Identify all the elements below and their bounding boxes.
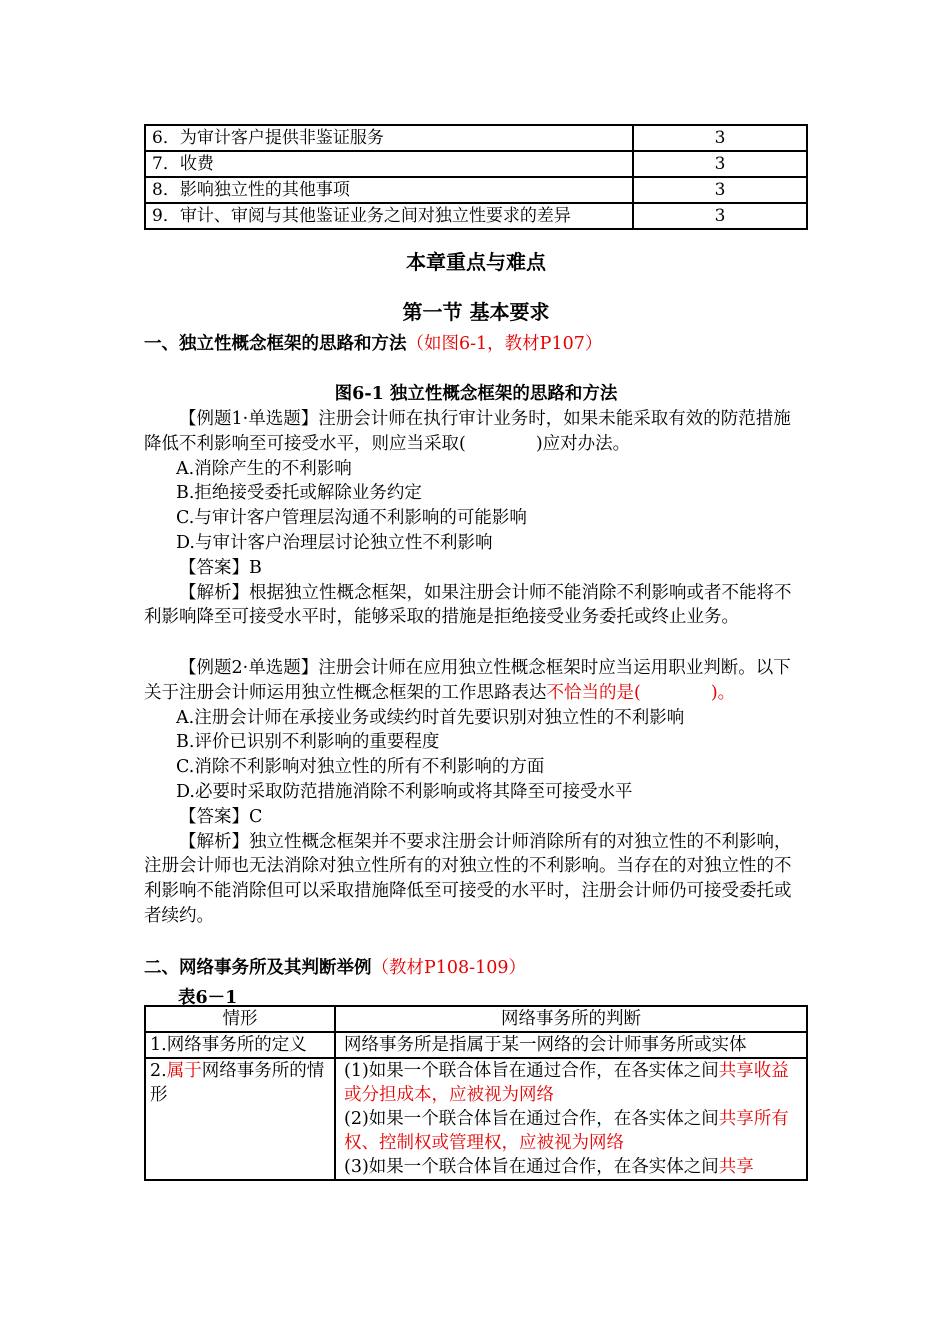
stem-text-end: )应对办法。 bbox=[535, 433, 631, 454]
heading-text: 二、网络事务所及其判断举例 bbox=[144, 958, 372, 978]
item-highlight: 共享收益或分担成本，应被视为网络 bbox=[344, 1061, 789, 1105]
chapter-title: 本章重点与难点 bbox=[406, 250, 546, 274]
table-cell: 3 bbox=[633, 125, 807, 151]
analysis: 【解析】根据独立性概念框架，如果注册会计师不能消除不利影响或者不能将不利影响降至可接受水平时，能够采取的措施是拒绝接受业务委托或终止业务。 bbox=[144, 582, 792, 628]
table-row bbox=[145, 203, 807, 229]
header-cell: 情形 bbox=[145, 1006, 335, 1032]
table-cell: 3 bbox=[633, 177, 807, 203]
item-highlight: 共享所有权、控制权或管理权，应被视为网络 bbox=[344, 1109, 789, 1153]
option-d: D.必要时采取防范措施消除不利影响或将其降至可接受水平 bbox=[176, 781, 633, 802]
analysis: 【解析】独立性概念框架并不要求注册会计师消除所有的对独立性的不利影响，注册会计师也无法消除对独立性所有的对独立性的不利影响。当存在的对独立性的不利影响不能消除但可以采取措施降低至可接受的水平时，注册会计师仍可接受委托或者续约。 bbox=[144, 831, 792, 926]
example-2 bbox=[144, 656, 808, 929]
heading-2 bbox=[144, 956, 526, 980]
case-text: 网络事务所的情形 bbox=[150, 1061, 325, 1105]
answer: 【答案】C bbox=[179, 806, 263, 827]
heading-1 bbox=[144, 332, 602, 356]
heading-text: 一、独立性概念框架的思路和方法 bbox=[144, 334, 407, 354]
item-text: (2)如果一个联合体旨在通过合作，在各实体之间 bbox=[344, 1109, 719, 1129]
judgment-item bbox=[344, 1155, 802, 1179]
item-highlight: 共享 bbox=[718, 1157, 754, 1177]
table-cell: 8．影响独立性的其他事项 bbox=[145, 177, 633, 203]
table-row bbox=[145, 1032, 807, 1058]
question-stem bbox=[144, 407, 808, 457]
table-row bbox=[145, 1058, 807, 1180]
table-row bbox=[145, 177, 807, 203]
scores-table bbox=[144, 124, 808, 230]
table-cell: 9．审计、审阅与其他鉴证业务之间对独立性要求的差异 bbox=[145, 203, 633, 229]
option-a: A.注册会计师在承接业务或续约时首先要识别对独立性的不利影响 bbox=[176, 707, 685, 728]
section-title: 第一节 基本要求 bbox=[402, 300, 550, 324]
case-highlight: 属于 bbox=[166, 1061, 202, 1081]
option-c: C.消除不利影响对独立性的所有不利影响的方面 bbox=[176, 757, 545, 778]
stem-highlight-end: )。 bbox=[710, 682, 736, 703]
case-number: 2. bbox=[150, 1061, 167, 1081]
item-text: (3)如果一个联合体旨在通过合作，在各实体之间 bbox=[344, 1157, 719, 1177]
table-cell: 网络事务所是指属于某一网络的会计师事务所或实体 bbox=[335, 1032, 807, 1058]
question-stem bbox=[144, 656, 808, 706]
table-cell: 3 bbox=[633, 203, 807, 229]
table-row bbox=[145, 125, 807, 151]
table-cell: 6．为审计客户提供非鉴证服务 bbox=[145, 125, 633, 151]
item-text: (1)如果一个联合体旨在通过合作，在各实体之间 bbox=[344, 1061, 719, 1081]
table-header-row bbox=[145, 1006, 807, 1032]
option-a: A.消除产生的不利影响 bbox=[176, 458, 352, 479]
option-b: B.拒绝接受委托或解除业务约定 bbox=[176, 483, 422, 504]
stem-highlight: 不恰当的是( bbox=[546, 682, 641, 703]
table-cell bbox=[335, 1058, 807, 1180]
judgment-item bbox=[344, 1107, 802, 1155]
example-1 bbox=[144, 407, 808, 630]
figure-caption: 图6-1 独立性概念框架的思路和方法 bbox=[334, 384, 618, 404]
judgment-item bbox=[344, 1059, 802, 1107]
table-cell bbox=[145, 1058, 335, 1180]
table-cell: 7．收费 bbox=[145, 151, 633, 177]
heading-ref: （教材P108-109） bbox=[371, 958, 526, 978]
option-c: C.与审计客户管理层沟通不利影响的可能影响 bbox=[176, 508, 527, 529]
table-row bbox=[145, 151, 807, 177]
stem-text: 【例题2·单选题】注册会计师在应用独立性概念框架时应当运用职业判断。以下关于注册会计师运用独立性概念框架的工作思路表达 bbox=[144, 658, 791, 703]
answer: 【答案】B bbox=[179, 557, 262, 578]
option-d: D.与审计客户治理层讨论独立性不利影响 bbox=[176, 532, 493, 553]
table-cell: 1.网络事务所的定义 bbox=[145, 1032, 335, 1058]
heading-ref: （如图6-1，教材P107） bbox=[406, 334, 603, 354]
table-cell: 3 bbox=[633, 151, 807, 177]
network-firm-table bbox=[144, 1005, 808, 1181]
option-b: B.评价已识别不利影响的重要程度 bbox=[176, 732, 440, 753]
header-cell: 网络事务所的判断 bbox=[335, 1006, 807, 1032]
stem-text: 【例题1·单选题】注册会计师在执行审计业务时，如果未能采取有效的防范措施降低不利影响至可接受水平，则应当采取( bbox=[144, 409, 791, 454]
table-caption: 表6－1 bbox=[178, 988, 238, 1008]
